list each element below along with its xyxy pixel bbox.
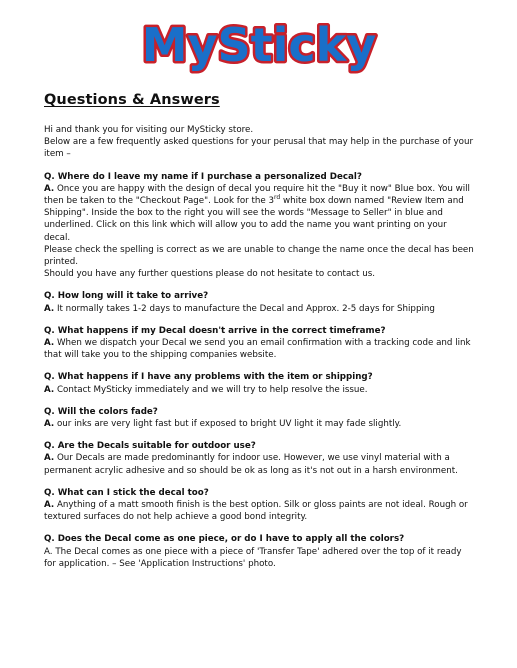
faq-answer: [44, 546, 474, 570]
faq-question: Q. Does the Decal come as one piece, or do I have to apply all the colors?: [44, 534, 405, 545]
faq-item: [44, 171, 474, 281]
answer-label: A.: [44, 453, 55, 464]
intro-text: [44, 124, 474, 161]
faq-answer: [44, 183, 474, 244]
answer-label: A.: [44, 500, 55, 511]
faq-list: [44, 171, 474, 570]
intro-line: Hi and thank you for visiting our MySticky store.: [44, 125, 254, 135]
answer-text: Please check the spelling is correct as we are unable to change the name once the decal has been printed.: [44, 244, 474, 268]
faq-item: [44, 440, 474, 477]
faq-item: [44, 406, 474, 430]
answer-text: It normally takes 1-2 days to manufacture the Decal and Approx. 2-5 days for Shipping: [56, 303, 435, 314]
faq-question: Q. What happens if I have any problems with the item or shipping?: [44, 372, 373, 383]
faq-answer: [44, 268, 474, 280]
faq-answer: [44, 418, 474, 430]
faq-content: [44, 124, 474, 580]
intro-line: Below are a few frequently asked questions for your perusal that may help in the purchase of your item –: [44, 137, 474, 160]
answer-label: A.: [44, 338, 55, 349]
faq-answer: [44, 384, 474, 396]
faq-question: Q. Where do I leave my name if I purchase a personalized Decal?: [44, 171, 362, 182]
answer-text: A. The Decal comes as one piece with a piece of 'Transfer Tape' adhered over the top of it ready for application. – See 'Application Instructions' photo.: [44, 546, 462, 569]
answer-text: When we dispatch your Decal we send you an email confirmation with a tracking code and link that will take you to the shipping companies website.: [44, 338, 471, 361]
faq-answer: [44, 499, 474, 523]
faq-question: Q. Are the Decals suitable for outdoor use?: [44, 441, 256, 452]
answer-text: our inks are very light fast but if exposed to bright UV light it may fade slightly.: [56, 419, 402, 430]
faq-question: Q. What happens if my Decal doesn't arrive in the correct timeframe?: [44, 325, 386, 336]
answer-label: A.: [44, 303, 55, 314]
answer-text: Anything of a matt smooth finish is the best option. Silk or gloss paints are not ideal. Rough or textured surfaces do not help achieve a good bond integrity.: [44, 500, 468, 523]
faq-answer: [44, 303, 474, 315]
faq-item: [44, 325, 474, 362]
faq-item: [44, 290, 474, 314]
faq-answer: [44, 244, 474, 268]
mysticky-logo: [0, 14, 517, 74]
answer-text: Should you have any further questions please do not hesitate to contact us.: [44, 269, 376, 280]
answer-label: A.: [44, 183, 55, 194]
answer-label: A.: [44, 384, 55, 395]
faq-question: Q. Will the colors fade?: [44, 406, 158, 417]
answer-label: A.: [44, 419, 55, 430]
logo-graphic: [124, 14, 394, 74]
answer-text: Contact MySticky immediately and we will try to help resolve the issue.: [56, 384, 368, 395]
faq-question: Q. How long will it take to arrive?: [44, 291, 209, 302]
faq-answer: [44, 337, 474, 361]
answer-text: Our Decals are made predominantly for indoor use. However, we use vinyl material with a permanent acrylic adhesive and so should be ok as long as it's not out in a harsh environment.: [44, 453, 458, 476]
logo-text: MySticky: [141, 18, 376, 72]
faq-answer: [44, 452, 474, 476]
page-title: Questions & Answers: [44, 92, 220, 108]
answer-text: Once you are happy with the design of decal you require hit the "Buy it now" Blue box. You will then be taken to the "Checkout Page". Look for the 3rd white box down named "Review Item and Shipping". Inside the box to the right you will see the words "Message to Seller" in blue and underlined. Click on this link which will allow you to add the name you want printing on your decal.: [44, 183, 470, 243]
faq-item: [44, 533, 474, 570]
faq-item: [44, 371, 474, 395]
faq-question: Q. What can I stick the decal too?: [44, 487, 209, 498]
faq-item: [44, 487, 474, 524]
